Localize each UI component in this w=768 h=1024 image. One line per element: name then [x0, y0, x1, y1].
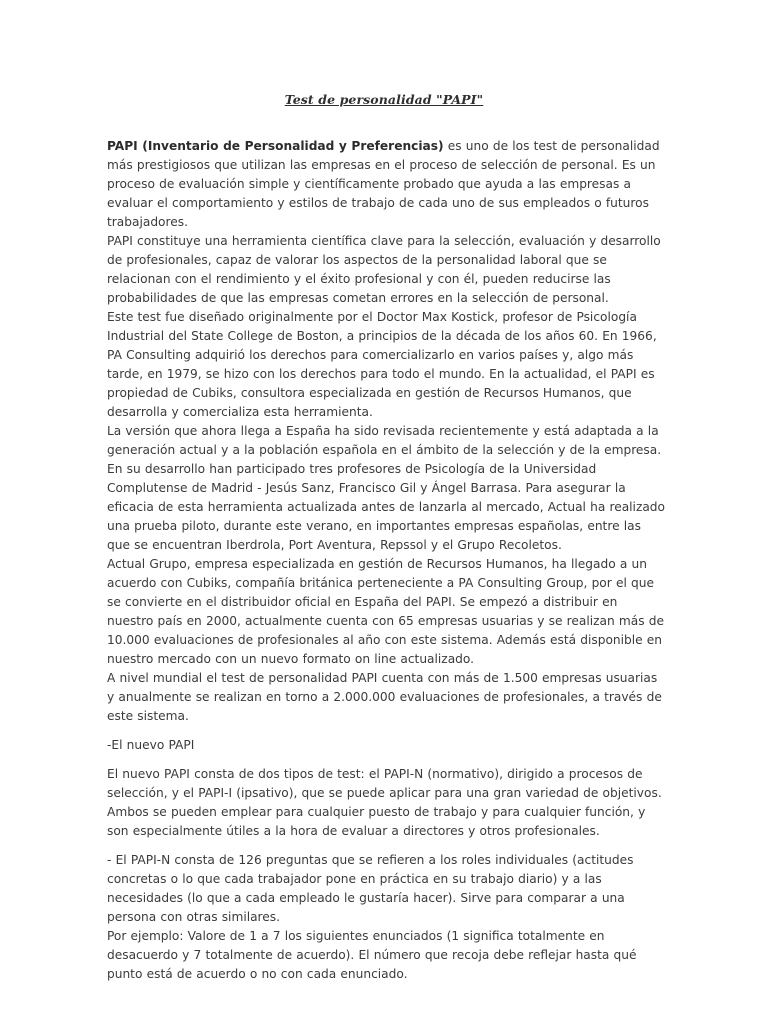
paragraph-papi-n: - El PAPI-N consta de 126 preguntas que se refieren a los roles individuales (actitudes concretas o lo que cada trabajador pone en práctica en su trabajo diario) y a las necesidades (lo que a cada empleado le gustaría hacer). Sirve para comparar a una persona con otras similares.	[107, 853, 634, 924]
document-title: Test de personalidad "PAPI"	[284, 92, 484, 107]
paragraph-actual-grupo: Actual Grupo, empresa especializada en gestión de Recursos Humanos, ha llegado a un acuerdo con Cubiks, compañía británica perteneciente a PA Consulting Group, por el que se convierte en el distribuidor oficial en España del PAPI. Se empezó a distribuir en nuestro país en 2000, actualmente cuenta con 65 empresas usuarias y se realizan más de 10.000 evaluaciones de profesionales al año con este sistema. Además está disponible en nuestro mercado con un nuevo formato on line actualizado.	[107, 557, 664, 666]
paragraph-spain-version: La versión que ahora llega a España ha sido revisada recientemente y está adaptada a la generación actual y a la población española en el ámbito de la selección y de la empresa. En su desarrollo han participado tres profesores de Psicología de la Universidad Complutense de Madrid - Jesús Sanz, Francisco Gil y Ángel Barrasa. Para asegurar la eficacia de esta herramienta actualizada antes de lanzarla al mercado, Actual ha realizado una prueba piloto, durante este verano, en importantes empresas españolas, entre las que se encuentran Iberdrola, Port Aventura, Repssol y el Grupo Recoletos.	[107, 424, 666, 552]
intro-paragraph	[107, 137, 667, 232]
document-body	[107, 137, 667, 984]
paragraph-history: Este test fue diseñado originalmente por el Doctor Max Kostick, profesor de Psicología Industrial del State College de Boston, a principios de la década de los años 60. En 1966, PA Consulting adquirió los derechos para comercializarlo en varios países y, algo más tarde, en 1979, se hizo con los derechos para todo el mundo. En la actualidad, el PAPI es propiedad de Cubiks, consultora especializada en gestión de Recursos Humanos, que desarrolla y comercializa esta herramienta.	[107, 310, 657, 419]
spacer	[107, 755, 667, 765]
section-heading: -El nuevo PAPI	[107, 738, 195, 752]
paragraph-example: Por ejemplo: Valore de 1 a 7 los siguientes enunciados (1 significa totalmente en desacuerdo y 7 totalmente de acuerdo). El número que recoja debe reflejar hasta qué punto está de acuerdo o no con cada enunciado.	[107, 929, 637, 981]
spacer	[107, 726, 667, 736]
spacer	[107, 841, 667, 851]
intro-bold-term: PAPI (Inventario de Personalidad y Preferencias)	[107, 139, 444, 153]
paragraph-new-papi: El nuevo PAPI consta de dos tipos de test: el PAPI-N (normativo), dirigido a procesos de selección, y el PAPI-I (ipsativo), que se puede aplicar para una gran variedad de objetivos. Ambos se pueden emplear para cualquier puesto de trabajo y para cualquier función, y son especialmente útiles a la hora de evaluar a directores y otros profesionales.	[107, 767, 662, 838]
paragraph-papi-tool: PAPI constituye una herramienta científica clave para la selección, evaluación y desarrollo de profesionales, capaz de valorar los aspectos de la personalidad laboral que se relacionan con el rendimiento y el éxito profesional y con él, pueden reducirse las probabilidades de que las empresas cometan errores en la selección de personal.	[107, 234, 661, 305]
paragraph-worldwide: A nivel mundial el test de personalidad PAPI cuenta con más de 1.500 empresas usuarias y anualmente se realizan en torno a 2.000.000 evaluaciones de profesionales, a través de este sistema.	[107, 671, 662, 723]
intro-text: es uno de los test de personalidad más prestigiosos que utilizan las empresas en el proceso de selección de personal. Es un proceso de evaluación simple y científicamente probado que ayuda a las empresas a evaluar el comportamiento y estilos de trabajo de cada uno de sus empleados o futuros trabajadores.	[107, 139, 660, 229]
